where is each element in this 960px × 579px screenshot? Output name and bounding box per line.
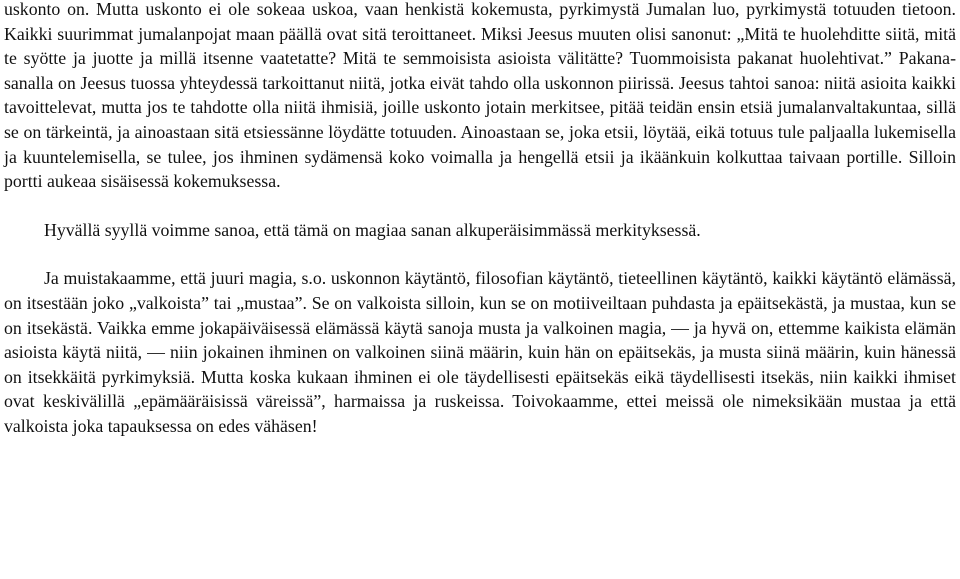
paragraph-religion-experience: uskonto on. Mutta uskonto ei ole sokeaa uskoa, vaan henkistä kokemusta, pyrkimystä Jumalan luo, pyrkimystä totuuden tietoon. Kaikki suurimmat jumalanpojat maan päällä ovat sitä teroittaneet. Miksi Jeesus muuten olisi sanonut: „Mitä te huolehditte siitä, mitä te syötte ja juotte ja millä itsenne vaatetatte? Mitä te semmoisista asioista välitätte? Tuommoisista pakanat huolehtivat.” Pakana-sanalla on Jeesus tuossa yhteydessä tarkoittanut niitä, jotka eivät tahdo olla uskonnon piirissä. Jeesus tahtoi sanoa: niitä asioita kaikki tavoittelevat, mutta jos te tahdotte olla niitä ihmisiä, joille uskonto jotain merkitsee, pitää teidän ensin etsiä jumalanvaltakuntaa, sillä se on tärkeintä, ja ainoastaan sitä etsiessänne löydätte totuuden. Ainoastaan se, joka etsii, löytää, eikä totuus tule paljaalla lukemisella ja kuuntelemisella, se tulee, jos ihminen sydämensä koko voimalla ja hengellä etsii ja ikäänkuin kolkuttaa taivaan portille. Silloin portti aukeaa sisäisessä kokemuksessa. (4, 0, 956, 192)
paragraph-magic-meaning: Hyvällä syyllä voimme sanoa, että tämä on magiaa sanan alkuperäisimmässä merkityksessä. (44, 219, 701, 240)
paragraph-white-black-magic: Ja muistakaamme, että juuri magia, s.o. uskonnon käytäntö, filosofian käytäntö, tieteellinen käytäntö, kaikki käytäntö elämässä, on itsestään joko „valkoista” tai „mustaa”. Se on valkoista silloin, kun se on motiiveiltaan puhdasta ja epäitsekästä, ja mustaa, kun se on itsekästä. Vaikka emme jokapäiväisessä elämässä käytä sanoja musta ja valkoinen magia, — ja hyvä on, ettemme kaikista elämän asioista käytä niitä, — niin jokainen ihminen on valkoinen siinä määrin, kuin hän on epäitsekäs, ja musta siinä määrin, kuin hänessä on itsekkäitä pyrkimyksiä. Mutta koska kukaan ihminen ei ole täydellisesti epäitsekäs eikä täydellisesti itsekäs, niin kaikki ihmiset ovat keskivälillä „epämääräisissä väreissä”, harmaissa ja ruskeissa. Toivokaamme, ettei meissä ole nimeksikään mustaa ja että valkoista joka tapauksessa on edes vähäsen! (4, 268, 956, 436)
document-page (4, 0, 956, 439)
